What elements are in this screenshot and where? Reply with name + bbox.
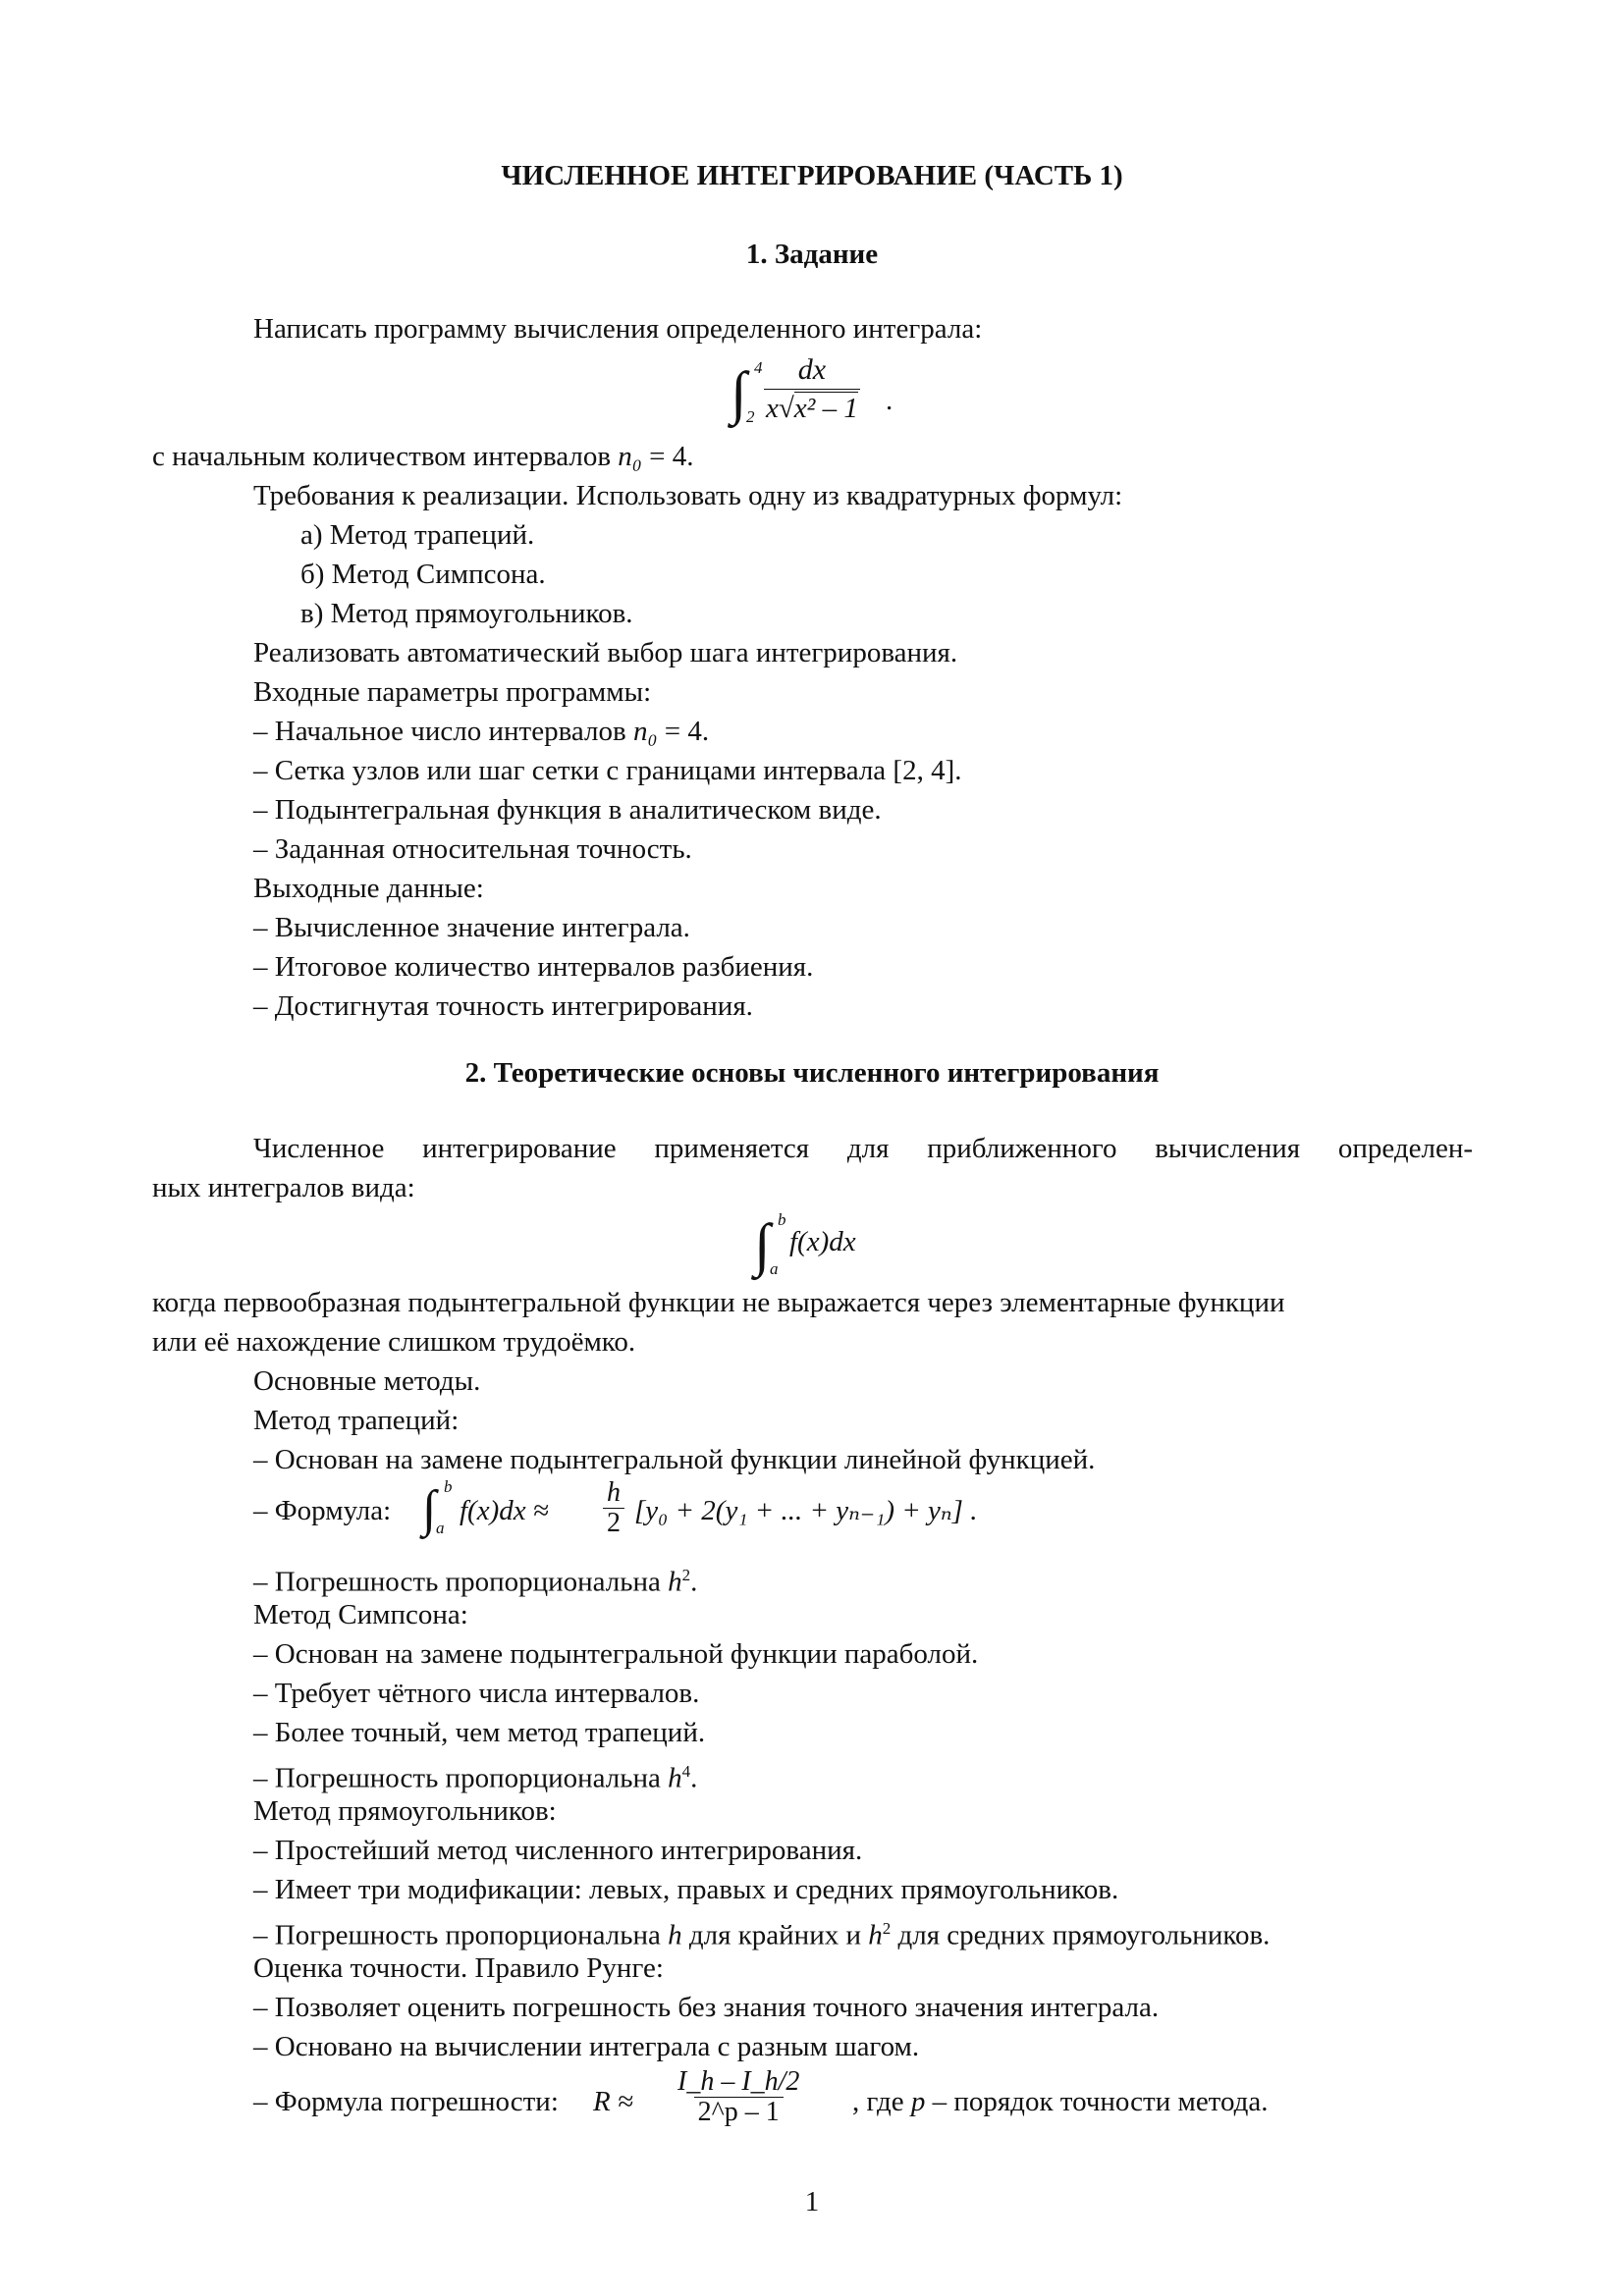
runge-formula [253, 2061, 1333, 2140]
outputs-heading: Выходные данные: [253, 873, 484, 904]
trap-formula-label: – Формула: [253, 1495, 392, 1526]
section-1-heading: 1. Задание [745, 239, 879, 270]
input-item: – Заданная относительная точность. [253, 833, 692, 865]
output-item: – Достигнутая точность интегрирования. [253, 990, 753, 1022]
rect-heading: Метод прямоугольников: [253, 1795, 557, 1827]
simpson-item: – Более точный, чем метод трапеций. [253, 1717, 706, 1748]
integral-body: f(x)dx [789, 1226, 856, 1257]
runge-item: – Основано на вычислении интеграла с разным шагом. [253, 2031, 920, 2062]
integral-upper-limit: b [778, 1210, 786, 1229]
trap-error: – Погрешность пропорциональна $h^2$. [253, 1566, 698, 1598]
integral-sign-icon: ∫ [754, 1212, 771, 1277]
document-title: ЧИСЛЕННОЕ ИНТЕГРИРОВАНИЕ (ЧАСТЬ 1) [501, 160, 1123, 191]
integral-numerator: dx [797, 353, 827, 386]
simpson-heading: Метод Симпсона: [253, 1599, 468, 1630]
output-item: – Итоговое количество интервалов разбиения. [253, 951, 814, 983]
requirements-line: Требования к реализации. Использовать одну из квадратурных формул: [253, 480, 1123, 511]
rect-item: – Простейший метод численного интегрирования. [253, 1835, 863, 1866]
runge-formula-label: – Формула погрешности: [253, 2086, 559, 2117]
method-item: в) Метод прямоугольников. [300, 598, 633, 629]
trap-lhs: f(x)dx ≈ [460, 1495, 549, 1526]
integral-lower-limit: a [770, 1259, 779, 1278]
integral-sign-icon: ∫ [731, 360, 747, 425]
input-item: – Начальное число интервалов n₀ = 4. [253, 716, 710, 747]
method-item: а) Метод трапеций. [300, 519, 535, 551]
input-item: – Сетка узлов или шаг сетки с границами интервала [2, 4]. [253, 755, 962, 786]
general-integral-formula [754, 1207, 901, 1286]
inputs-heading: Входные параметры программы: [253, 676, 652, 708]
method-item: б) Метод Симпсона. [300, 559, 546, 590]
integral-denominator [764, 389, 860, 427]
integral-upper-limit: b [444, 1477, 453, 1496]
integral-upper-limit: 4 [754, 358, 763, 377]
trap-rhs: [y₀ + 2(y₁ + ... + yₙ₋₁) + yₙ] . [634, 1495, 978, 1526]
task-integral-formula [731, 351, 907, 450]
task-intro: Написать программу вычисления определенного интеграла: [253, 313, 983, 345]
integral-lower-limit: 2 [746, 407, 755, 426]
n0-line: с начальным количеством интервалов n₀ = 4. [152, 441, 694, 472]
output-item: – Вычисленное значение интеграла. [253, 912, 690, 943]
rect-error: – Погрешность пропорциональна h для крайних и $h^2$ для средних прямоугольников. [253, 1919, 1271, 1951]
sqrt-icon: √ [778, 393, 794, 424]
para2-line2: или её нахождение слишком трудоёмко. [152, 1326, 636, 1358]
integral-lower-limit: a [436, 1519, 445, 1537]
para1-line1: Численное интегрирование применяется для приближенного вычисления определен- [253, 1133, 1473, 1164]
simpson-item: – Основан на замене подынтегральной функции параболой. [253, 1638, 979, 1670]
auto-step-line: Реализовать автоматический выбор шага интегрирования. [253, 637, 958, 668]
rect-item: – Имеет три модификации: левых, правых и средних прямоугольников. [253, 1874, 1119, 1905]
trap-basis: – Основан на замене подынтегральной функции линейной функцией. [253, 1444, 1096, 1475]
page-number: 1 [804, 2186, 820, 2217]
para1-line2: ных интегралов вида: [152, 1172, 415, 1203]
integral-trailing-period: . [886, 385, 893, 416]
trap-heading: Метод трапеций: [253, 1405, 460, 1436]
denominator-x: x [766, 393, 779, 424]
simpson-error: – Погрешность пропорциональна $h^4$. [253, 1762, 698, 1794]
runge-lhs: R ≈ [593, 2086, 633, 2117]
input-item: – Подынтегральная функция в аналитическом виде. [253, 794, 882, 826]
main-methods-line: Основные методы. [253, 1365, 481, 1397]
para2-line1: когда первообразная подынтегральной функции не выражается через элементарные функции [152, 1287, 1285, 1318]
runge-fraction [674, 2067, 803, 2127]
trap-fraction: $\frac{h}{2}$ [603, 1478, 624, 1538]
integral-sign-icon: ∫ [422, 1481, 437, 1537]
runge-heading: Оценка точности. Правило Рунге: [253, 1952, 664, 1984]
runge-item: – Позволяет оценить погрешность без знания точного значения интеграла. [253, 1992, 1160, 2023]
section-2-heading: 2. Теоретические основы численного интегрирования [464, 1057, 1160, 1089]
runge-numerator: I_h – I_h/2 [677, 2066, 800, 2097]
runge-denominator: 2^p – 1 [694, 2097, 784, 2127]
denominator-radicand: x² – 1 [793, 393, 858, 424]
runge-tail: , где p – порядок точности метода. [852, 2086, 1269, 2117]
trap-formula [253, 1474, 1000, 1545]
simpson-item: – Требует чётного числа интервалов. [253, 1678, 700, 1709]
